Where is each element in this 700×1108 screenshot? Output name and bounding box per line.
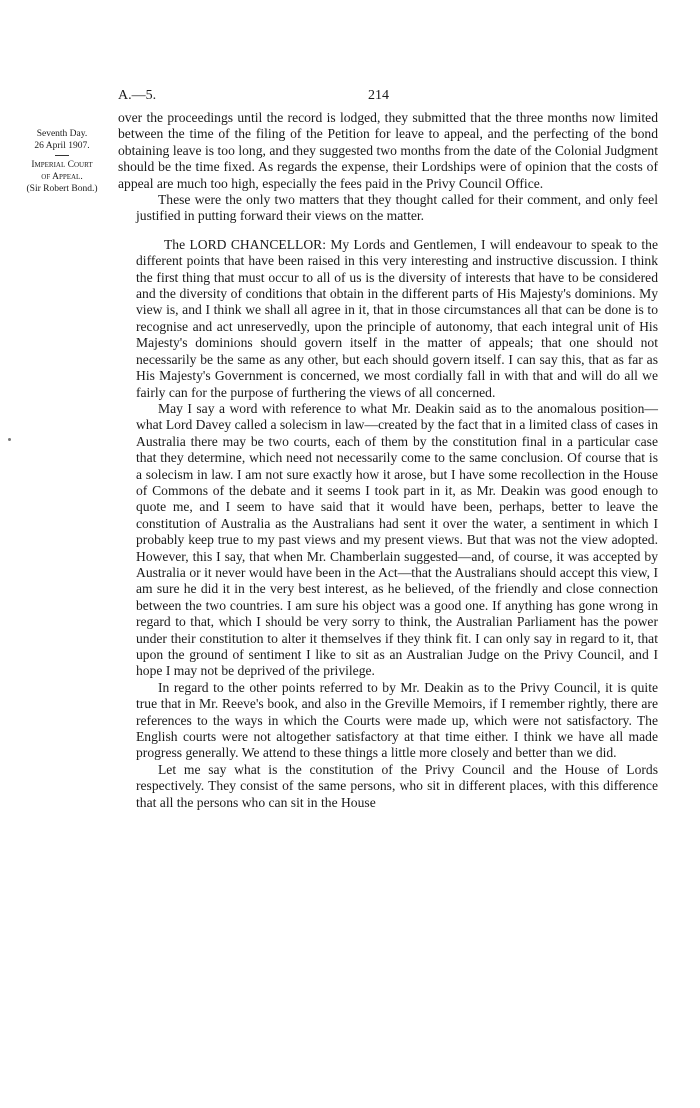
page-header [118,88,654,106]
margin-speaker: (Sir Robert Bond.) [26,184,98,194]
margin-date: 26 April 1907. [34,141,90,151]
margin-court-line2: of Appeal. [41,172,83,182]
margin-court-line1: Imperial Court [31,160,93,170]
paragraph-speech-opening: The LORD CHANCELLOR: My Lords and Gentlemen, I will endeavour to speak to the different points that have been raised in this very interesting and instructive discussion. I think the first thing that must occur to all of us is the diversity of interests that have to be considered and the diversity of conditions that obtain in the different parts of His Majesty's dominions. My view is, and I think we shall all agree in it, that in those circumstances all that can be done is to recognise and act unreservedly, upon the principle of autonomy, that each integral unit of His Majesty's dominions should govern itself in the matter of appeals; that one should not necessarily be the same as any other, but each should govern itself. I can say this, that as far as His Majesty's Government is concerned, we most cordially fall in with that and will do all we fairly can for the purpose of furthering the views of all concerned. [136,236,658,400]
paragraph-deakin-solecism: May I say a word with reference to what Mr. Deakin said as to the anomalous position—what Lord Davey called a solecism in law—created by the fact that in a limited class of cases in Australia there may be two courts, each of them by the constitution final in a particular case that they determine, which need not necessarily come to the same conclusion. Of course that is a solecism in law. I am not sure exactly how it arose, but I have some recollection in the House of Commons of the debate and it seems I took part in it, as Mr. Deakin was good enough to quote me, and I seem to have said that it would have been, perhaps, better to leave the constitution of Australia as the Australians had sent it over the water, a sentiment in which I probably keep true to my past views and my present views. But that was not the view adopted. However, this I say, that when Mr. Chamberlain suggested—and, of course, it was accepted by Australia or it never would have been in the Act—that the Australians should accept this view, I am sure he did it in the very best interest, as he believed, of the friendly and close connection between the two countries. I am sure his object was a good one. If anything has gone wrong in regard to that, which I should be very sorry to think, the Australian Parliament has the power under their constitution to alter it themselves if they think fit. I can only say in regard to it, that upon the ground of sentiment I like to sit as an Australian Judge on the Privy Council, and I hope I may not be deprived of the privilege. [136,400,658,679]
margin-notes [12,128,112,195]
paragraph-continuation: over the proceedings until the record is lodged, they submitted that the three months now limited between the time of the filing of the Petition for leave to appeal, and the perfecting of the bond obtaining leave is too long, and they suggested two months from the date of the Colonial Judgment should be the time fixed. As regards the expense, their Lordships were of opinion that the costs of appeal are much too high, especially the fees paid in the Privy Council Office. [118,110,658,191]
page-number: 214 [368,88,389,103]
scan-speck [8,438,11,441]
paragraph-privy-council: In regard to the other points referred to by Mr. Deakin as to the Privy Council, it is quite true that in Mr. Reeve's book, and also in the Greville Memoirs, if I remember rightly, there are references to the ways in which the Courts were made up, which were not satisfactory. The English courts were not altogether satisfactory at that time either. I think we have all made progress generally. We attend to these things a little more closely and better than we did. [136,679,658,761]
section-label: A.—5. [118,88,157,103]
paragraph-closing: These were the only two matters that they thought called for their comment, and only feel justified in putting forward their views on the matter. [136,192,658,224]
margin-divider [55,155,69,156]
margin-day: Seventh Day. [36,129,88,139]
lord-chancellor-speech [118,237,658,811]
body-text [118,110,658,811]
paragraph-constitution: Let me say what is the constitution of the Privy Council and the House of Lords respectively. They consist of the same persons, who sit in different places, with this difference that all the persons who can sit in the House [136,761,658,810]
